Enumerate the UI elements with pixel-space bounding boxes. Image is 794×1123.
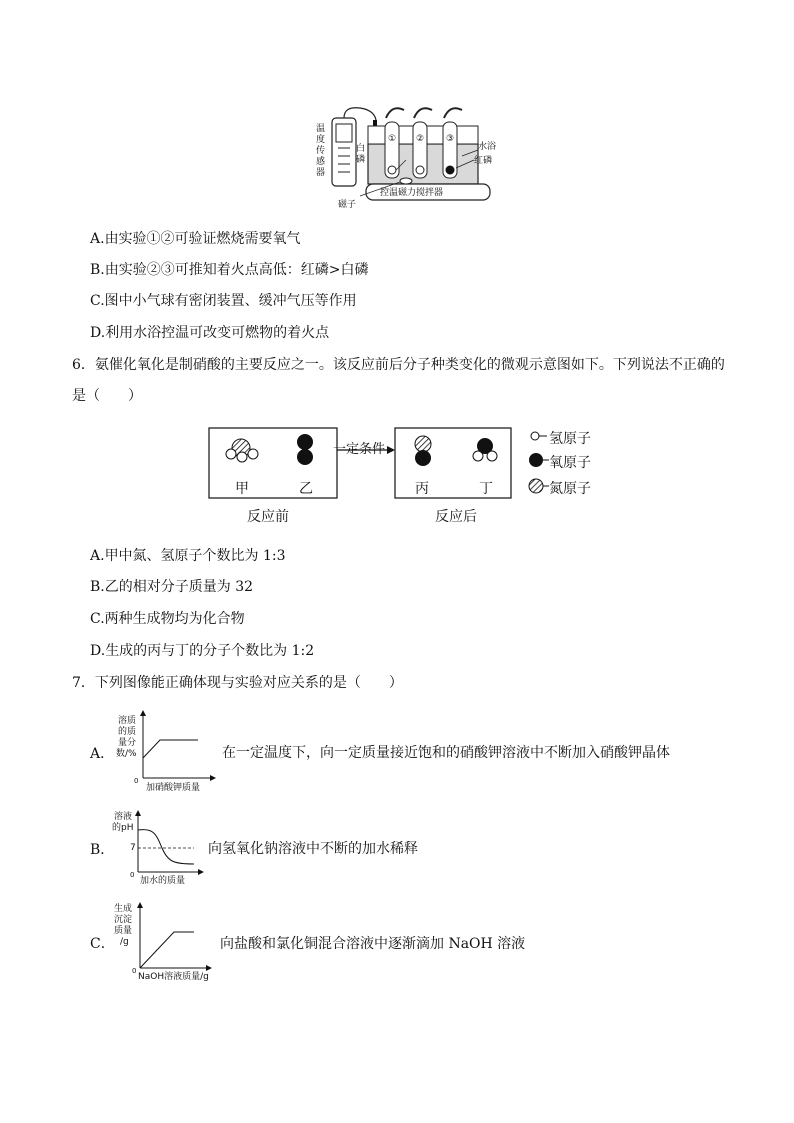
option-letter: C. <box>90 293 105 309</box>
label-jia: 甲 <box>235 481 249 497</box>
option-letter: C. <box>90 611 105 627</box>
legend-oxygen: 氧原子 <box>549 455 591 471</box>
option-letter: A. <box>90 548 105 564</box>
ylabel-line-1: 溶液 <box>114 812 133 822</box>
tube-3-label: ③ <box>446 134 455 144</box>
q7-option-c-letter: C． <box>90 936 115 952</box>
label-yi: 乙 <box>299 481 313 497</box>
after-caption: 反应后 <box>435 509 477 525</box>
xlabel: NaOH溶液质量/g <box>138 972 209 982</box>
option-letter: B. <box>90 579 105 595</box>
before-caption: 反应前 <box>247 509 289 525</box>
option-text: 乙的相对分子质量为 32 <box>104 579 254 595</box>
origin-label: 0 <box>132 967 137 975</box>
ylabel-line-4: /g <box>120 937 129 947</box>
ph-7-tick-label: 7 <box>130 843 136 853</box>
magnet-label: 磁子 <box>338 200 357 210</box>
q7-option-b-text: 向氢氧化钠溶液中不断的加水稀释 <box>208 841 418 857</box>
origin-label: 0 <box>130 871 135 879</box>
ylabel-line-3: 质量 <box>114 926 133 936</box>
red-phosphorus-label: 红磷 <box>474 156 493 166</box>
water-bath-label: 水浴 <box>478 142 497 152</box>
option-text: 利用水浴控温可改变可燃物的着火点 <box>105 325 330 341</box>
option-text: 生成的丙与丁的分子个数比为 1:2 <box>105 643 315 659</box>
q7-option-a-text: 在一定温度下，向一定质量接近饱和的硝酸钾溶液中不断加入硝酸钾晶体 <box>222 745 670 761</box>
option-text: 图中小气球有密闭装置、缓冲气压等作用 <box>104 293 357 309</box>
sensor-label: 温度传感器 <box>316 124 326 178</box>
xlabel: 加硝酸钾质量 <box>146 783 201 793</box>
option-text: 甲中氮、氢原子个数比为 1:3 <box>104 548 286 564</box>
q6-option-b <box>90 577 253 597</box>
legend-nitrogen: 氮原子 <box>549 481 591 497</box>
q7-option-a-letter: A． <box>90 746 115 762</box>
combustion-apparatus-figure <box>310 100 500 212</box>
q5-option-c <box>90 291 357 311</box>
option-letter: D. <box>90 325 106 341</box>
q7-option-b-graph <box>110 808 220 890</box>
q5-option-d <box>90 323 329 343</box>
q6-option-c <box>90 609 245 629</box>
ylabel-line-1: 溶质 <box>118 716 137 726</box>
ylabel-line-2: 沉淀 <box>114 915 133 925</box>
label-bing: 丙 <box>415 481 429 497</box>
q7-option-b-letter: B． <box>90 842 115 858</box>
stirrer-label: 控温磁力搅拌器 <box>380 188 444 198</box>
molecule-reaction-figure <box>205 424 625 526</box>
option-letter: A. <box>90 231 105 247</box>
option-letter: B. <box>90 262 105 278</box>
q6-stem-line1: 6．氨催化氧化是制硝酸的主要反应之一。该反应前后分子种类变化的微观示意图如下。下列说法不正确的 <box>72 357 725 373</box>
q6-stem-line2: 是（ ） <box>72 388 142 404</box>
q6-option-d <box>90 641 314 661</box>
q6-option-a <box>90 546 286 566</box>
q7-option-c-text: 向盐酸和氯化铜混合溶液中逐渐滴加 NaOH 溶液 <box>220 936 526 952</box>
origin-label: 0 <box>134 777 139 785</box>
option-text: 两种生成物均为化合物 <box>104 611 245 627</box>
ylabel-line-2: 的质 <box>118 727 137 737</box>
label-ding: 丁 <box>479 481 493 497</box>
xlabel: 加水的质量 <box>140 876 186 886</box>
tube-1-label: ① <box>388 134 397 144</box>
arrow-condition-label: 一定条件 <box>333 442 386 457</box>
q5-option-a <box>90 229 301 249</box>
white-phosphorus-label: 白磷 <box>356 144 366 165</box>
option-letter: D. <box>90 643 106 659</box>
option-text: 由实验①②可验证燃烧需要氧气 <box>104 231 301 247</box>
ylabel-line-4: 数/% <box>116 749 137 759</box>
q7-option-c-graph <box>110 900 220 986</box>
legend-hydrogen: 氢原子 <box>549 431 591 447</box>
option-text: 由实验②③可推知着火点高低：红磷>白磷 <box>104 262 369 278</box>
q5-option-b <box>90 260 368 280</box>
tube-2-label: ② <box>416 134 425 144</box>
ylabel-line-3: 量分 <box>118 738 137 748</box>
q7-stem: 7．下列图像能正确体现与实验对应关系的是（ ） <box>72 675 403 691</box>
q7-option-a-graph <box>110 708 220 796</box>
ylabel-line-1: 生成 <box>114 904 133 914</box>
ylabel-line-2: 的pH <box>112 823 134 833</box>
